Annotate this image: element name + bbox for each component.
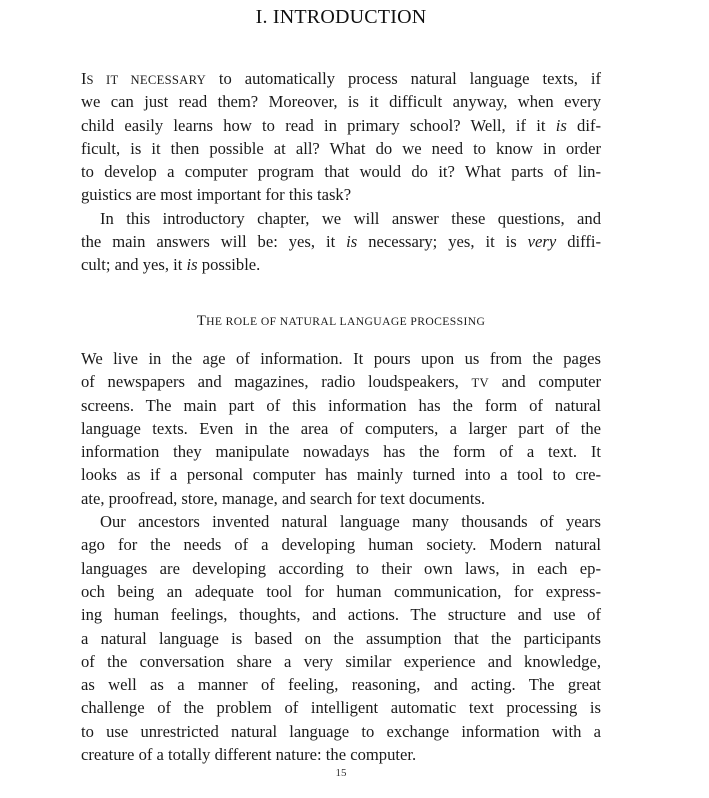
text-line: to develop a computer program that would do it? What parts of lin-	[81, 162, 601, 182]
text-line: ate, proofread, store, manage, and search for text documents.	[81, 488, 486, 508]
intro-paragraph-2	[81, 207, 601, 277]
text-line: screens. The main part of this information has the form of natural	[81, 395, 601, 415]
small-caps-lead: S IT NECESSARY	[86, 73, 207, 87]
emphasis: is	[346, 232, 358, 252]
chapter-title: I. INTRODUCTION	[255, 6, 427, 28]
text-line: cult; and yes, it is possible.	[81, 255, 261, 275]
text-line: languages are developing according to their own laws, in each ep-	[81, 558, 601, 578]
text-line: looks as if a personal computer has mainly turned into a tool to cre-	[81, 465, 601, 485]
text-line: IS IT NECESSARY to automatically process natural language texts, if	[81, 69, 601, 88]
section-paragraph-1	[81, 347, 601, 510]
text-line: challenge of the problem of intelligent automatic text processing is	[81, 698, 601, 718]
small-caps-abbr: TV	[471, 376, 489, 391]
text-line: as well as a manner of feeling, reasoning, and acting. The great	[81, 675, 601, 695]
page-number: 15	[335, 767, 347, 779]
emphasis: is	[555, 115, 567, 135]
text-line: och being an adequate tool for human communication, for express-	[81, 581, 601, 601]
text-line: of the conversation share a very similar experience and knowledge,	[81, 651, 601, 671]
section-heading: THE ROLE OF NATURAL LANGUAGE PROCESSING	[196, 313, 486, 329]
text-line: to use unrestricted natural language to exchange information with a	[81, 721, 601, 741]
text-line: we can just read them? Moreover, is it difficult anyway, when every	[81, 92, 601, 112]
emphasis: is	[186, 255, 198, 275]
intro-paragraph-1	[81, 67, 601, 207]
text-line: ago for the needs of a developing human society. Modern natural	[81, 535, 601, 555]
text-line: a natural language is based on the assumption that the participants	[81, 628, 601, 648]
section-body	[81, 347, 601, 766]
text-line: ficult, is it then possible at all? What do we need to know in order	[81, 138, 601, 158]
text-line: child easily learns how to read in primary school? Well, if it is dif-	[81, 115, 601, 135]
text-line: the main answers will be: yes, it is necessary; yes, it is very diffi-	[81, 232, 601, 252]
text-line: information they manipulate nowadays has the form of a text. It	[81, 442, 601, 462]
intro-section	[81, 67, 601, 277]
text-line: We live in the age of information. It pours upon us from the pages	[81, 349, 601, 368]
text-line: creature of a totally different nature: the computer.	[81, 745, 417, 765]
emphasis: very	[527, 232, 557, 252]
text-line: guistics are most important for this task?	[81, 185, 352, 205]
section-paragraph-2	[81, 510, 601, 766]
text-line: ing human feelings, thoughts, and actions. The structure and use of	[81, 605, 601, 625]
text-line: of newspapers and magazines, radio loudspeakers, TV and computer	[81, 372, 601, 392]
text-line: In this introductory chapter, we will answer these questions, and	[100, 208, 601, 228]
text-line: Our ancestors invented natural language many thousands of years	[100, 512, 601, 532]
text-line: language texts. Even in the area of computers, a larger part of the	[81, 418, 601, 438]
